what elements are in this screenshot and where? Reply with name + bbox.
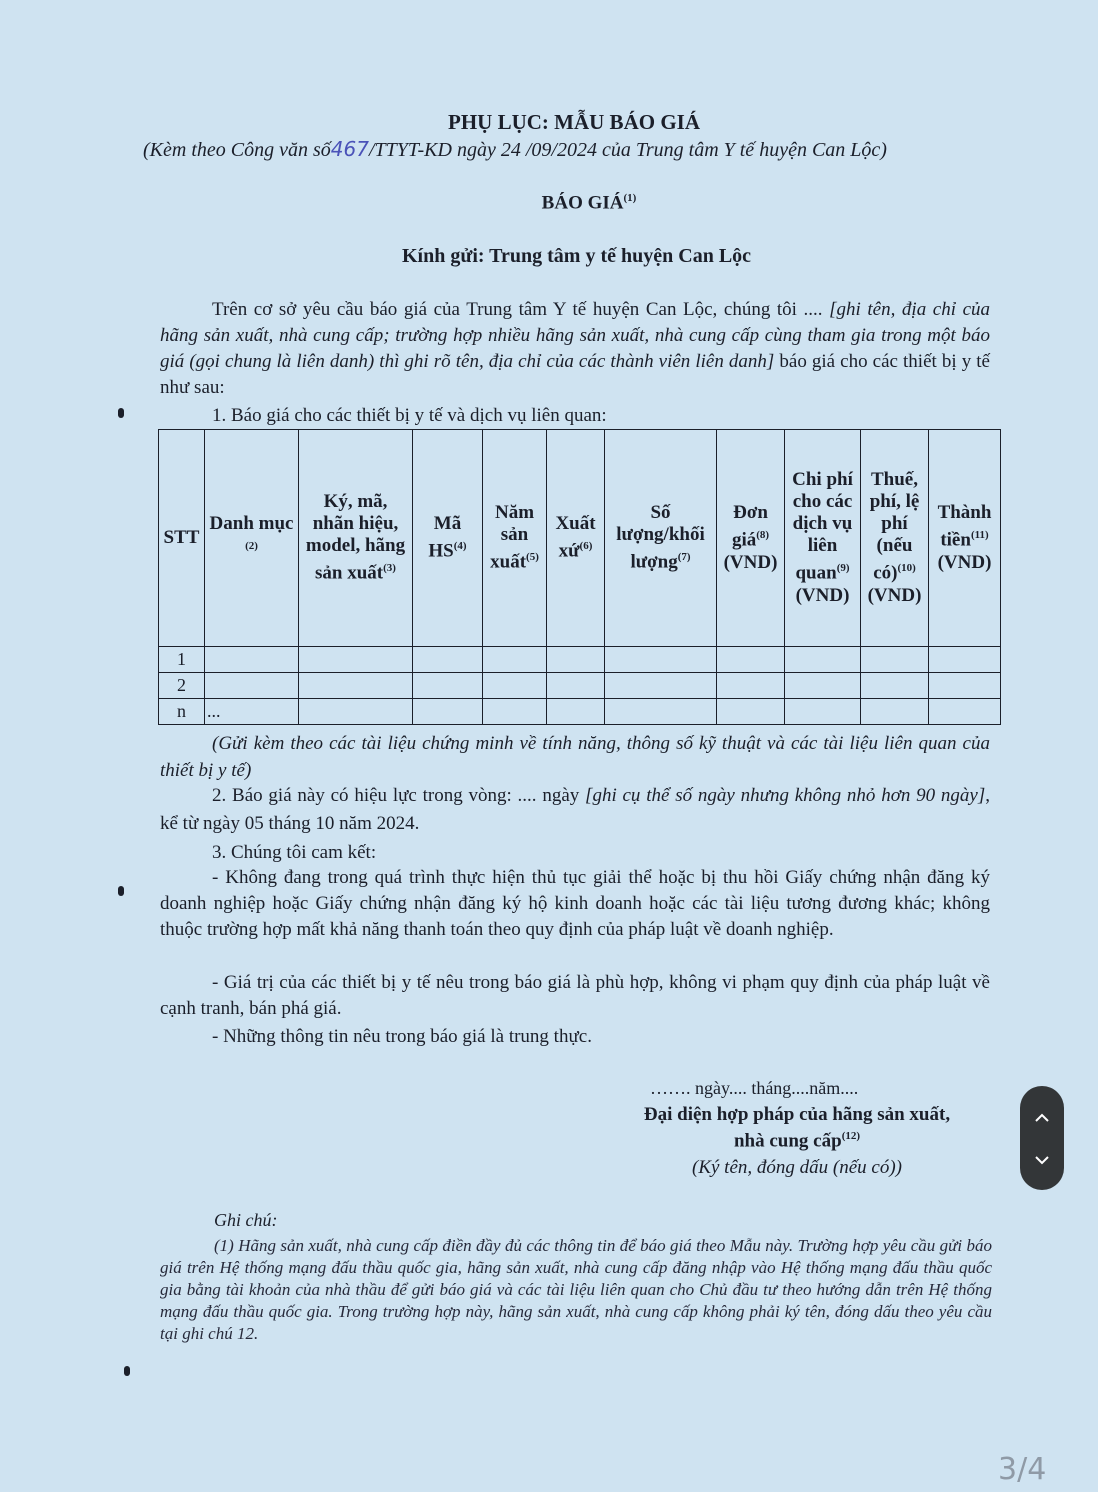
table-cell — [717, 699, 785, 725]
page-down-button[interactable] — [1020, 1138, 1064, 1178]
table-cell — [299, 699, 413, 725]
table-cell — [717, 673, 785, 699]
table-cell — [785, 647, 861, 673]
table-cell — [483, 673, 547, 699]
section-2: 2. Báo giá này có hiệu lực trong vòng: .... ngày [ghi cụ thể số ngày nhưng không nhỏ hơn 90 ngày], kể từ ngày 05 tháng 10 năm 2024. — [160, 785, 990, 834]
column-header: Số lượng/khối lượng$^{(7)}$ — [605, 430, 717, 647]
column-header: Danh mục $^{(2)}$ — [205, 430, 299, 647]
quote-title-note: (1) — [623, 192, 637, 204]
commitment-2: - Giá trị của các thiết bị y tế nêu trong báo giá là phù hợp, không vi phạm quy định của pháp luật về cạnh tranh, bán phá giá. — [160, 972, 990, 1019]
page-marker — [118, 886, 124, 896]
signature-note: (Ký tên, đóng dấu (nếu có)) — [692, 1157, 902, 1178]
table-cell — [717, 647, 785, 673]
table-cell — [483, 699, 547, 725]
commitment-3: - Những thông tin nêu trong báo giá là trung thực. — [212, 1026, 592, 1047]
column-header: Năm sản xuất$^{(5)}$ — [483, 430, 547, 647]
page-marker — [118, 408, 124, 418]
table-cell — [605, 699, 717, 725]
table-cell — [861, 647, 929, 673]
table-cell: 2 — [159, 673, 205, 699]
table-cell — [547, 699, 605, 725]
subtitle-suffix: /TTYT-KD ngày 24 /09/2024 của Trung tâm Y tế huyện Can Lộc) — [368, 139, 887, 161]
table-cell — [861, 673, 929, 699]
table-cell: ... — [205, 699, 299, 725]
quote-title: BÁO GIÁ$^{(1)}$ — [541, 192, 637, 214]
page-marker — [124, 1366, 130, 1376]
table-cell — [605, 673, 717, 699]
page-nav-pill — [1020, 1086, 1064, 1190]
page-indicator: 3/4 — [998, 1452, 1047, 1487]
table-cell: 1 — [159, 647, 205, 673]
table-cell — [413, 699, 483, 725]
table-cell — [861, 699, 929, 725]
table-header-row — [159, 430, 1001, 647]
table-cell — [205, 647, 299, 673]
table-cell — [929, 673, 1001, 699]
subtitle-prefix: (Kèm theo Công văn số — [143, 139, 331, 161]
table-body — [159, 647, 1001, 725]
attachment-note: (Gửi kèm theo các tài liệu chứng minh về tính năng, thông số kỹ thuật và các tài liệu liên quan của thiết bị y tế) — [160, 733, 990, 781]
chevron-down-icon — [1033, 1151, 1051, 1169]
notes-title: Ghi chú: — [214, 1210, 278, 1230]
table-row — [159, 673, 1001, 699]
table-cell — [413, 647, 483, 673]
table-cell — [205, 673, 299, 699]
commitment-1: - Không đang trong quá trình thực hiện thủ tục giải thể hoặc bị thu hồi Giấy chứng nhận đăng ký doanh nghiệp hoặc Giấy chứng nhận đăng ký hộ kinh doanh hoặc các tài liệu tương đương khác; không thuộc trường hợp mất khả năng thanh toán theo quy định của pháp luật về doanh nghiệp. — [160, 867, 990, 940]
table-cell — [413, 673, 483, 699]
section-3-title: 3. Chúng tôi cam kết: — [212, 842, 377, 863]
table-cell — [785, 673, 861, 699]
intro-paragraph: Trên cơ sở yêu cầu báo giá của Trung tâm Y tế huyện Can Lộc, chúng tôi .... [ghi tên, địa chỉ của hãng sản xuất, nhà cung cấp; trường hợp nhiều hãng sản xuất, nhà cung cấp cùng tham gia trong một báo giá (gọi chung là liên danh) thì ghi rõ tên, địa chỉ của các thành viên liên danh] báo giá cho các thiết bị y tế như sau: — [160, 299, 991, 398]
table-row — [159, 647, 1001, 673]
signature-line-1: Đại diện hợp pháp của hãng sản xuất, — [643, 1104, 951, 1125]
recipient: Kính gửi: Trung tâm y tế huyện Can Lộc — [401, 245, 752, 267]
signature-date: ……. ngày.... tháng....năm.... — [650, 1078, 859, 1098]
notes-text: (1) Hãng sản xuất, nhà cung cấp điền đầy đủ các thông tin để báo giá theo Mẫu này. Trường hợp yêu cầu gửi báo giá trên Hệ thống mạng đấu thầu quốc gia, hãng sản xuất, nhà cung cấp đăng nhập vào Hệ thống mạng đấu thầu quốc gia bằng tài khoản của nhà thầu để gửi báo giá và các tài liệu liên quan cho Chủ đầu tư theo hướng dẫn trên Hệ thống mạng đấu thầu quốc gia. Trong trường hợp này, hãng sản xuất, nhà cung cấp không phải ký tên, đóng dấu theo yêu cầu tại ghi chú 12. — [160, 1236, 992, 1343]
column-header: STT — [159, 430, 205, 647]
table-cell — [929, 699, 1001, 725]
column-header: Xuất xứ$^{(6)}$ — [547, 430, 605, 647]
table-row — [159, 699, 1001, 725]
handwritten-number: 467 — [330, 137, 369, 161]
appendix-title: PHỤ LỤC: MẪU BÁO GIÁ — [448, 110, 700, 134]
chevron-up-icon — [1033, 1109, 1051, 1127]
table-cell — [547, 673, 605, 699]
subtitle-line — [143, 137, 1063, 162]
table-cell — [785, 699, 861, 725]
column-header: Ký, mã, nhãn hiệu, model, hãng sản xuất$^{(3)}$ — [299, 430, 413, 647]
quote-table — [158, 429, 1001, 725]
table-cell — [929, 647, 1001, 673]
column-header: Thành tiền$^{(11)}$ (VND) — [929, 430, 1001, 647]
table-cell — [299, 647, 413, 673]
column-header: Mã HS$^{(4)}$ — [413, 430, 483, 647]
table-cell: n — [159, 699, 205, 725]
table-cell — [605, 647, 717, 673]
page-up-button[interactable] — [1020, 1096, 1064, 1136]
column-header: Đơn giá$^{(8)}$ (VND) — [717, 430, 785, 647]
column-header: Thuế, phí, lệ phí (nếu có)$^{(10)}$ (VND) — [861, 430, 929, 647]
column-header: Chi phí cho các dịch vụ liên quan$^{(9)}$ (VND) — [785, 430, 861, 647]
section-1-title: 1. Báo giá cho các thiết bị y tế và dịch vụ liên quan: — [212, 405, 607, 426]
table-cell — [547, 647, 605, 673]
table-cell — [483, 647, 547, 673]
table-cell — [299, 673, 413, 699]
signature-line-2: nhà cung cấp$^{(12)}$ — [733, 1130, 861, 1152]
